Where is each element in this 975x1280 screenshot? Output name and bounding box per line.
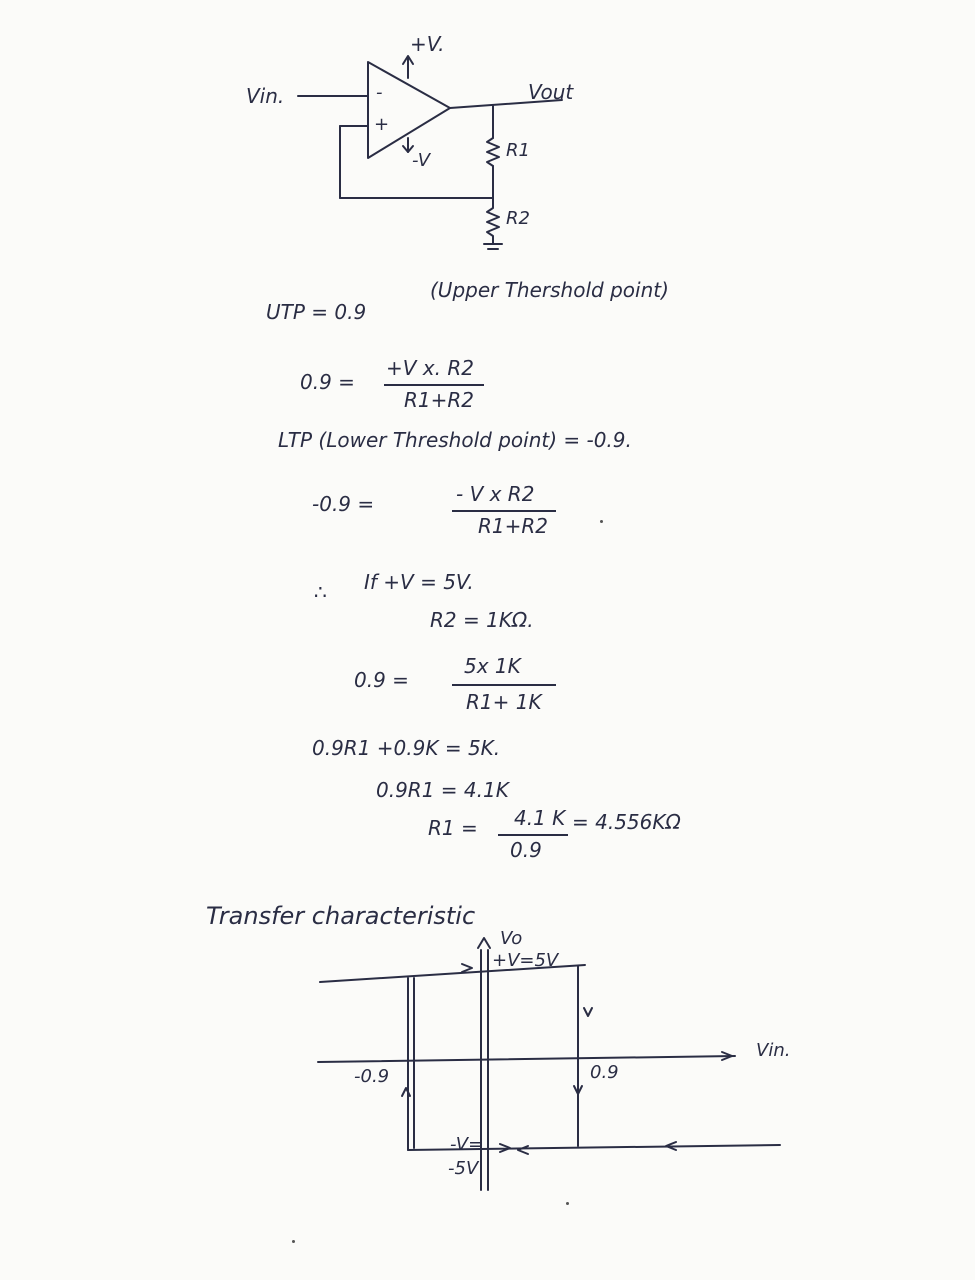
given-r2-value: R2 = 1KΩ.	[430, 608, 534, 632]
supply-positive-label: +V.	[410, 32, 445, 56]
vo-axis-arrow	[478, 938, 490, 948]
supply-negative-label: -V	[412, 150, 431, 171]
utp-equation-denominator: R1+R2	[404, 388, 474, 412]
utp-down-arrow	[584, 1008, 592, 1016]
transfer-characteristic-title: Transfer characteristic	[206, 902, 476, 930]
utp-description: (Upper Thershold point)	[430, 278, 669, 302]
r1-label: R1	[506, 140, 530, 161]
solve-equation-denominator: R1+ 1K	[466, 690, 542, 714]
vo-axis-label: Vo	[500, 928, 523, 949]
lower-direction-arrow	[518, 1146, 528, 1154]
solve-step-3-denominator: 0.9	[510, 838, 542, 862]
output-label: Vout	[528, 80, 574, 104]
noninverting-input-sign: +	[374, 114, 390, 135]
therefore-symbol: ∴	[314, 580, 327, 604]
input-label: Vin.	[246, 84, 285, 108]
ltp-equation-numerator: - V x R2	[456, 482, 535, 506]
given-supply-voltage: If +V = 5V.	[364, 570, 474, 594]
paper-speck	[292, 1240, 295, 1243]
ltp-value-line: LTP (Lower Threshold point) = -0.9.	[278, 428, 632, 452]
utp-value-line: UTP = 0.9	[266, 300, 367, 324]
lower-level-label-2: -5V	[448, 1158, 479, 1179]
solve-step-1: 0.9R1 +0.9K = 5K.	[312, 736, 501, 760]
utp-equation-numerator: +V x. R2	[386, 356, 474, 380]
solve-step-2: 0.9R1 = 4.1K	[376, 778, 509, 802]
ltp-axis-label: -0.9	[354, 1066, 390, 1087]
ltp-equation-denominator: R1+R2	[478, 514, 548, 538]
solve-step-3-numerator: 4.1 K	[514, 806, 566, 830]
ltp-equation-lhs: -0.9 =	[312, 492, 375, 516]
paper-speck	[600, 520, 603, 523]
utp-equation-lhs: 0.9 =	[300, 370, 355, 394]
upper-direction-arrow	[462, 964, 472, 972]
r2-label: R2	[506, 208, 530, 229]
vin-axis	[318, 1056, 735, 1062]
solve-step-3-result: = 4.556KΩ	[572, 810, 681, 834]
upper-level-label: +V=5V	[492, 950, 559, 971]
lower-level-label-1: -V=	[450, 1134, 484, 1155]
solve-step-3-lhs: R1 =	[428, 816, 478, 840]
solve-equation-numerator: 5x 1K	[464, 654, 521, 678]
vin-axis-label: Vin.	[756, 1040, 791, 1061]
paper-speck	[566, 1202, 569, 1205]
inverting-input-sign: -	[376, 82, 383, 103]
solve-equation-lhs: 0.9 =	[354, 668, 409, 692]
utp-axis-label: 0.9	[590, 1062, 619, 1083]
